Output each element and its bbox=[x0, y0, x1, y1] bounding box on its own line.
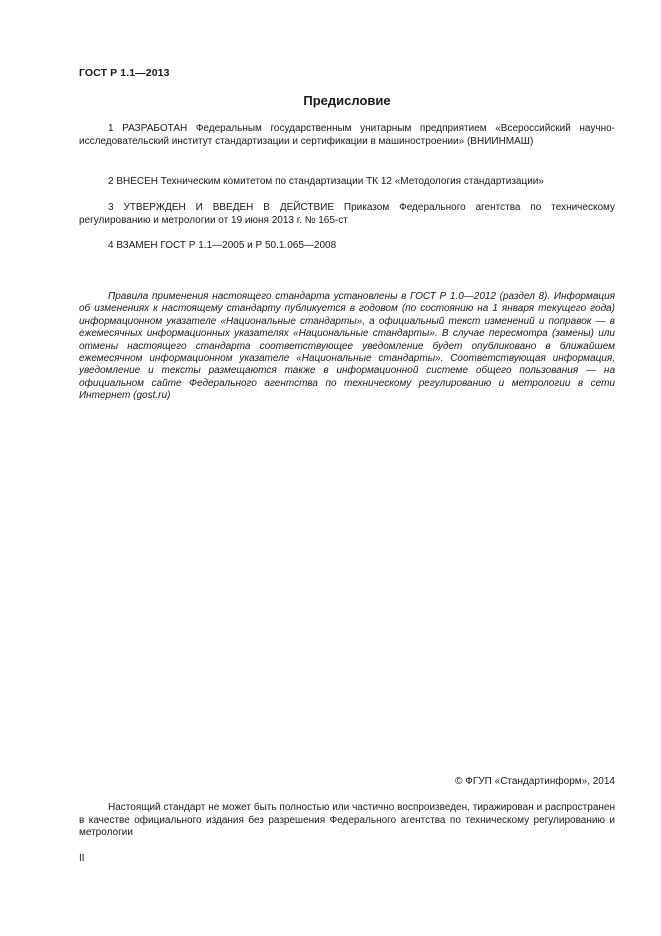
page-number: II bbox=[79, 853, 85, 864]
document-code: ГОСТ Р 1.1—2013 bbox=[79, 67, 170, 79]
reproduction-notice: Настоящий стандарт не может быть полностью или частично воспроизведен, тиражирован и распространен в качестве официального издания без разрешения Федерального агентства по техническому регулированию и метрологии bbox=[79, 802, 615, 839]
preface-item-4: 4 ВЗАМЕН ГОСТ Р 1.1—2005 и Р 50.1.065—2008 bbox=[108, 240, 337, 251]
preface-item-3: 3 УТВЕРЖДЕН И ВВЕДЕН В ДЕЙСТВИЕ Приказом Федерального агентства по техническому регулированию и метрологии от 19 июня 2013 г. № 165-ст bbox=[79, 202, 615, 226]
preface-item-2: 2 ВНЕСЕН Техническим комитетом по стандартизации ТК 12 «Методология стандартизации» bbox=[108, 176, 544, 187]
application-notice: Правила применения настоящего стандарта установлены в ГОСТ Р 1.0—2012 (раздел 8). Информация об изменениях к настоящему стандарту публикуется в годовом (по состоянию на 1 января текущего года) информационном указателе «Национальные стандарты», а официальный текст изменений и поправок — в ежемесячных информационных указателях «Национальные стандарты». В случае пересмотра (замены) или отмены настоящего стандарта соответствующее уведомление будет опубликовано в ближайшем ежемесячном информационном указателе «Национальные стандарты». Соответствующая информация, уведомление и тексты размещаются также в информационной системе общего пользования — на официальном сайте Федерального агентства по техническому регулированию и метрологии в сети Интернет (gost.ru) bbox=[79, 291, 615, 402]
copyright-notice: © ФГУП «Стандартинформ», 2014 bbox=[455, 776, 615, 787]
preface-title: Предисловие bbox=[303, 93, 391, 108]
preface-item-1: 1 РАЗРАБОТАН Федеральным государственным унитарным предприятием «Всероссийский научно-исследовательский институт стандартизации и сертификации в машиностроении» (ВНИИНМАШ) bbox=[79, 123, 615, 147]
